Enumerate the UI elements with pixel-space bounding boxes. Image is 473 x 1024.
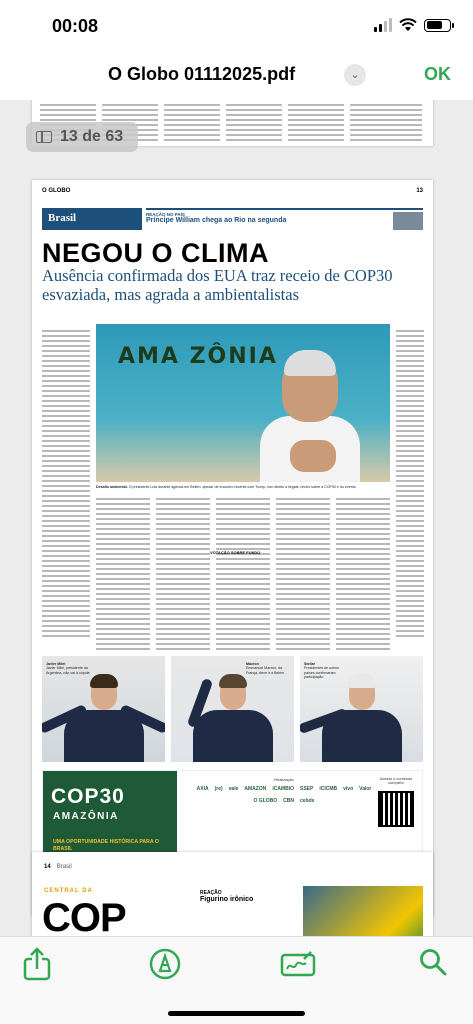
- headline: NEGOU O CLIMA: [42, 238, 269, 268]
- highlight-tag: REAÇÃO NO PAÍS: [146, 212, 185, 217]
- page-indicator-text: 13 de 63: [60, 128, 124, 145]
- next-page-title: Figurino irônico: [200, 896, 254, 903]
- markup-icon: [148, 947, 182, 981]
- sponsor-logo: CBN: [283, 798, 294, 804]
- subheadline: Ausência confirmada dos EUA traz receio de COP30 esvaziada, mas agrada a ambientalistas: [42, 266, 393, 304]
- page-indicator[interactable]: [26, 122, 138, 152]
- status-bar: [0, 0, 473, 52]
- photo-macron: [171, 656, 294, 762]
- sponsor-logo: vivo: [343, 786, 354, 792]
- body-text-columns: [96, 498, 390, 650]
- photo-row: [42, 656, 423, 762]
- sponsor-logo: iCAMBIO: [272, 786, 294, 792]
- sponsor-logo: cebds: [300, 798, 315, 804]
- title-bar: [0, 52, 473, 100]
- ad-cop-title: COP30: [51, 785, 125, 808]
- sponsor-logos: [189, 786, 379, 804]
- highlight-thumbnail: [393, 212, 423, 230]
- sponsor-logo: AXIA: [196, 786, 209, 792]
- signature-icon: [280, 947, 316, 981]
- sponsor-logo: O GLOBO: [253, 798, 278, 804]
- chevron-down-icon[interactable]: ⌄: [344, 64, 366, 86]
- next-page-photo: [303, 886, 423, 936]
- sponsor-logo: AMAZON: [244, 786, 267, 792]
- document-title[interactable]: O Globo 01112025.pdf: [108, 64, 296, 84]
- photo-third-leader: [300, 656, 423, 762]
- cellular-signal-icon: [374, 18, 392, 32]
- right-column-text: [396, 330, 424, 637]
- photo-caption: Javier Milei Javier Milei, presidente da Argentina, não vai à cúpula: [46, 662, 90, 675]
- pdf-viewport[interactable]: [0, 100, 473, 936]
- pdf-page-current: [32, 180, 433, 916]
- markup-button[interactable]: [148, 947, 182, 981]
- search-icon: [418, 947, 448, 977]
- photo-subject: [260, 344, 360, 482]
- page-number: 13: [416, 188, 423, 194]
- sponsor-logo: (re): [214, 786, 223, 792]
- signature-button[interactable]: [280, 947, 314, 981]
- ad-qr-label: Acesse o conteúdo completo: [379, 777, 413, 785]
- home-indicator[interactable]: [168, 1011, 305, 1016]
- ad-sponsors: [189, 777, 379, 804]
- next-page-cop-title: COP: [42, 896, 126, 936]
- sponsor-logo: Valor: [359, 786, 372, 792]
- next-page-kicker: CENTRAL DA: [44, 888, 93, 894]
- ad-amazonia: AMAZÔNIA: [53, 811, 119, 822]
- sponsor-logo: vale: [228, 786, 239, 792]
- sponsor-logo: iCICMB: [319, 786, 338, 792]
- photo-milei: [42, 656, 165, 762]
- photo-caption: Stellar Presidentes de outros países confirmaram participação: [304, 662, 339, 680]
- photo-sign: AMA ZÔNIA: [118, 344, 278, 369]
- ok-button[interactable]: OK: [424, 64, 451, 84]
- page-header: [42, 188, 423, 198]
- sidebar-thumbnails-icon: [36, 131, 52, 143]
- sponsor-logo: SSEP: [300, 786, 314, 792]
- wifi-icon: [399, 18, 417, 32]
- main-photo: [96, 324, 390, 482]
- highlight-box: [146, 208, 423, 230]
- pdf-page-next: [32, 852, 433, 936]
- photo-caption: Desafio ambiental. O presidente Lula durante agenda em Belém: apesar de encontro recente com Trump, tom direito a ilegais, receio sobre a COP30 e do evento: [96, 485, 356, 489]
- status-time: 00:08: [52, 16, 99, 36]
- left-column-text: [42, 330, 90, 637]
- photo-caption: Macron Emmanuel Macron, da França, deve ir a Belém: [246, 662, 285, 675]
- subsection-header: VOTAÇÃO SOBRE FUNDO: [210, 550, 261, 555]
- share-button[interactable]: [22, 947, 56, 981]
- next-page-section: REAÇÃO: [200, 890, 222, 896]
- status-icons: [374, 18, 451, 32]
- qr-code: [378, 791, 414, 827]
- ad-slogan: UMA OPORTUNIDADE HISTÓRICA PARA O BRASIL: [53, 839, 159, 852]
- search-button[interactable]: [418, 947, 452, 981]
- section-label: Brasil: [42, 208, 142, 230]
- newspaper-logo: O GLOBO: [42, 188, 71, 194]
- share-icon: [22, 947, 52, 981]
- next-page-header: 14 Brasil: [44, 864, 72, 870]
- ad-realization-label: Realização: [274, 777, 294, 782]
- bottom-toolbar: [0, 936, 473, 1024]
- highlight-title: Príncipe William chega ao Rio na segunda: [146, 217, 287, 224]
- battery-icon: [424, 19, 451, 32]
